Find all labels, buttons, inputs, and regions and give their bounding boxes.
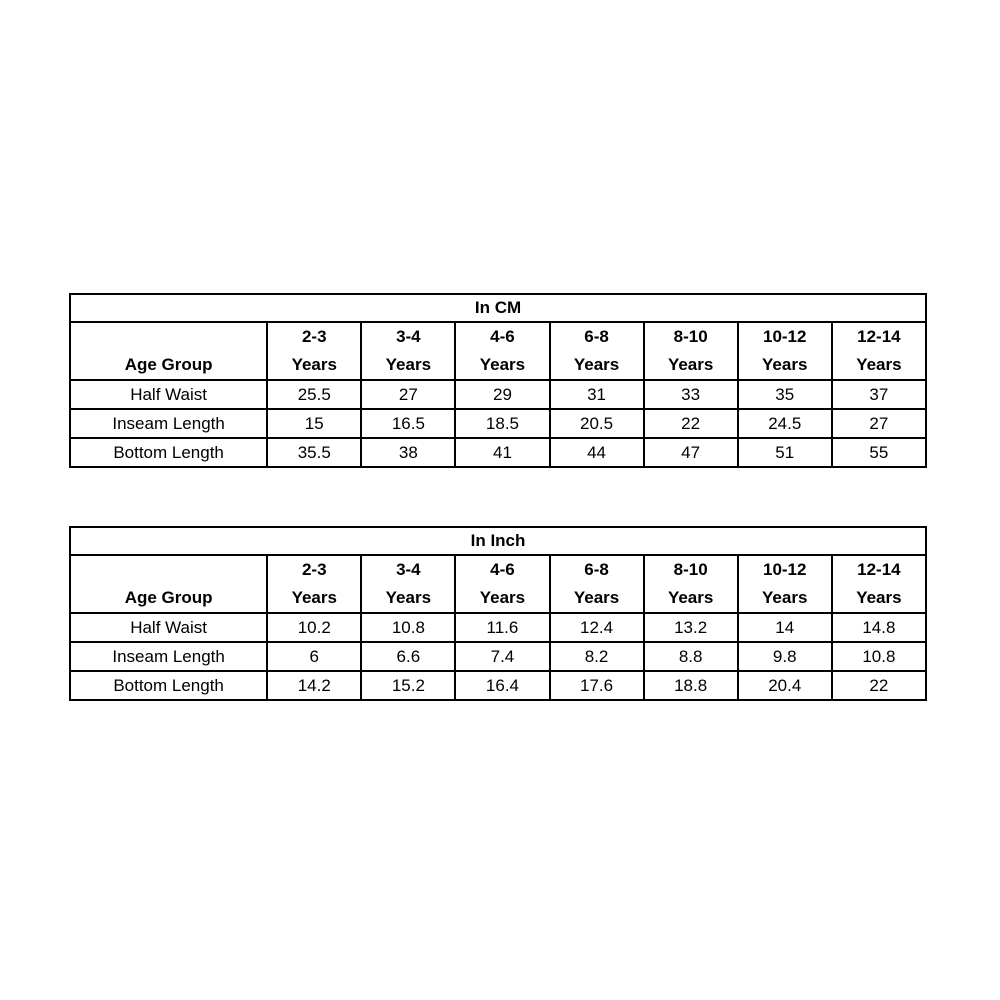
age-column-header [455,555,549,613]
age-range: 3-4 [396,327,421,346]
table-row-half-waist [70,613,926,642]
table-cell: 44 [550,438,644,467]
table-cell: 7.4 [455,642,549,671]
age-range: 8-10 [673,560,708,579]
row-label: Inseam Length [70,642,267,671]
age-unit: Years [762,588,808,607]
table-cell: 27 [832,409,926,438]
age-group-header: Age Group [70,322,267,380]
table-cell: 15 [267,409,361,438]
age-column-header [832,322,926,380]
table-cell: 22 [832,671,926,700]
table-cell: 55 [832,438,926,467]
age-column-header [550,322,644,380]
age-unit: Years [573,588,620,607]
age-range: 2-3 [301,327,327,346]
table-title: In Inch [70,527,926,555]
table-cell: 12.4 [550,613,644,642]
size-chart-table-inch [69,526,927,701]
table-header-row [70,555,926,613]
table-cell: 15.2 [361,671,455,700]
table-header-row [70,322,926,380]
table-cell: 27 [361,380,455,409]
age-column-header [832,555,926,613]
age-unit: Years [856,588,902,607]
table-cell: 25.5 [267,380,361,409]
row-label: Bottom Length [70,671,267,700]
table-title-row [70,294,926,322]
table-cell: 51 [738,438,832,467]
age-unit: Years [856,355,902,374]
age-unit: Years [667,355,714,374]
table-cell: 35.5 [267,438,361,467]
table-cell: 22 [644,409,738,438]
table-cell: 6.6 [361,642,455,671]
table-cell: 10.8 [832,642,926,671]
table-cell: 20.5 [550,409,644,438]
age-range: 12-14 [857,560,901,579]
table-row-inseam-length [70,409,926,438]
table-cell: 33 [644,380,738,409]
table-cell: 47 [644,438,738,467]
age-range: 2-3 [301,560,327,579]
age-column-header [267,555,361,613]
age-range: 4-6 [490,327,515,346]
table-cell: 24.5 [738,409,832,438]
age-unit: Years [385,588,432,607]
age-group-header: Age Group [70,555,267,613]
table-cell: 8.2 [550,642,644,671]
age-column-header [644,322,738,380]
table-cell: 6 [267,642,361,671]
age-range: 6-8 [584,327,609,346]
age-column-header [361,322,455,380]
age-unit: Years [291,355,337,374]
age-column-header [738,555,832,613]
age-column-header [644,555,738,613]
age-unit: Years [667,588,714,607]
table-cell: 17.6 [550,671,644,700]
age-unit: Years [291,588,337,607]
age-unit: Years [573,355,620,374]
age-column-header [455,322,549,380]
table-row-half-waist [70,380,926,409]
table-row-inseam-length [70,642,926,671]
table-cell: 31 [550,380,644,409]
size-chart-table-cm [69,293,927,468]
table-cell: 14 [738,613,832,642]
table-row-bottom-length [70,438,926,467]
age-unit: Years [385,355,432,374]
row-label: Bottom Length [70,438,267,467]
age-range: 4-6 [490,560,515,579]
table-cell: 37 [832,380,926,409]
age-column-header [738,322,832,380]
table-cell: 35 [738,380,832,409]
table-cell: 41 [455,438,549,467]
table-title-row [70,527,926,555]
table-cell: 10.8 [361,613,455,642]
age-range: 3-4 [396,560,421,579]
table-cell: 14.8 [832,613,926,642]
table-title: In CM [70,294,926,322]
table-cell: 9.8 [738,642,832,671]
age-column-header [550,555,644,613]
table-cell: 16.4 [455,671,549,700]
age-range: 12-14 [857,327,901,346]
row-label: Half Waist [70,380,267,409]
table-cell: 8.8 [644,642,738,671]
row-label: Half Waist [70,613,267,642]
row-label: Inseam Length [70,409,267,438]
age-range: 6-8 [584,560,609,579]
table-cell: 18.5 [455,409,549,438]
age-column-header [267,322,361,380]
age-unit: Years [479,355,526,374]
table-cell: 38 [361,438,455,467]
table-cell: 14.2 [267,671,361,700]
table-cell: 29 [455,380,549,409]
age-unit: Years [479,588,526,607]
age-column-header [361,555,455,613]
table-cell: 16.5 [361,409,455,438]
age-range: 10-12 [762,560,807,579]
age-unit: Years [762,355,808,374]
table-cell: 20.4 [738,671,832,700]
table-cell: 11.6 [455,613,549,642]
table-cell: 10.2 [267,613,361,642]
age-range: 10-12 [762,327,807,346]
age-range: 8-10 [673,327,708,346]
table-cell: 18.8 [644,671,738,700]
table-row-bottom-length [70,671,926,700]
table-cell: 13.2 [644,613,738,642]
